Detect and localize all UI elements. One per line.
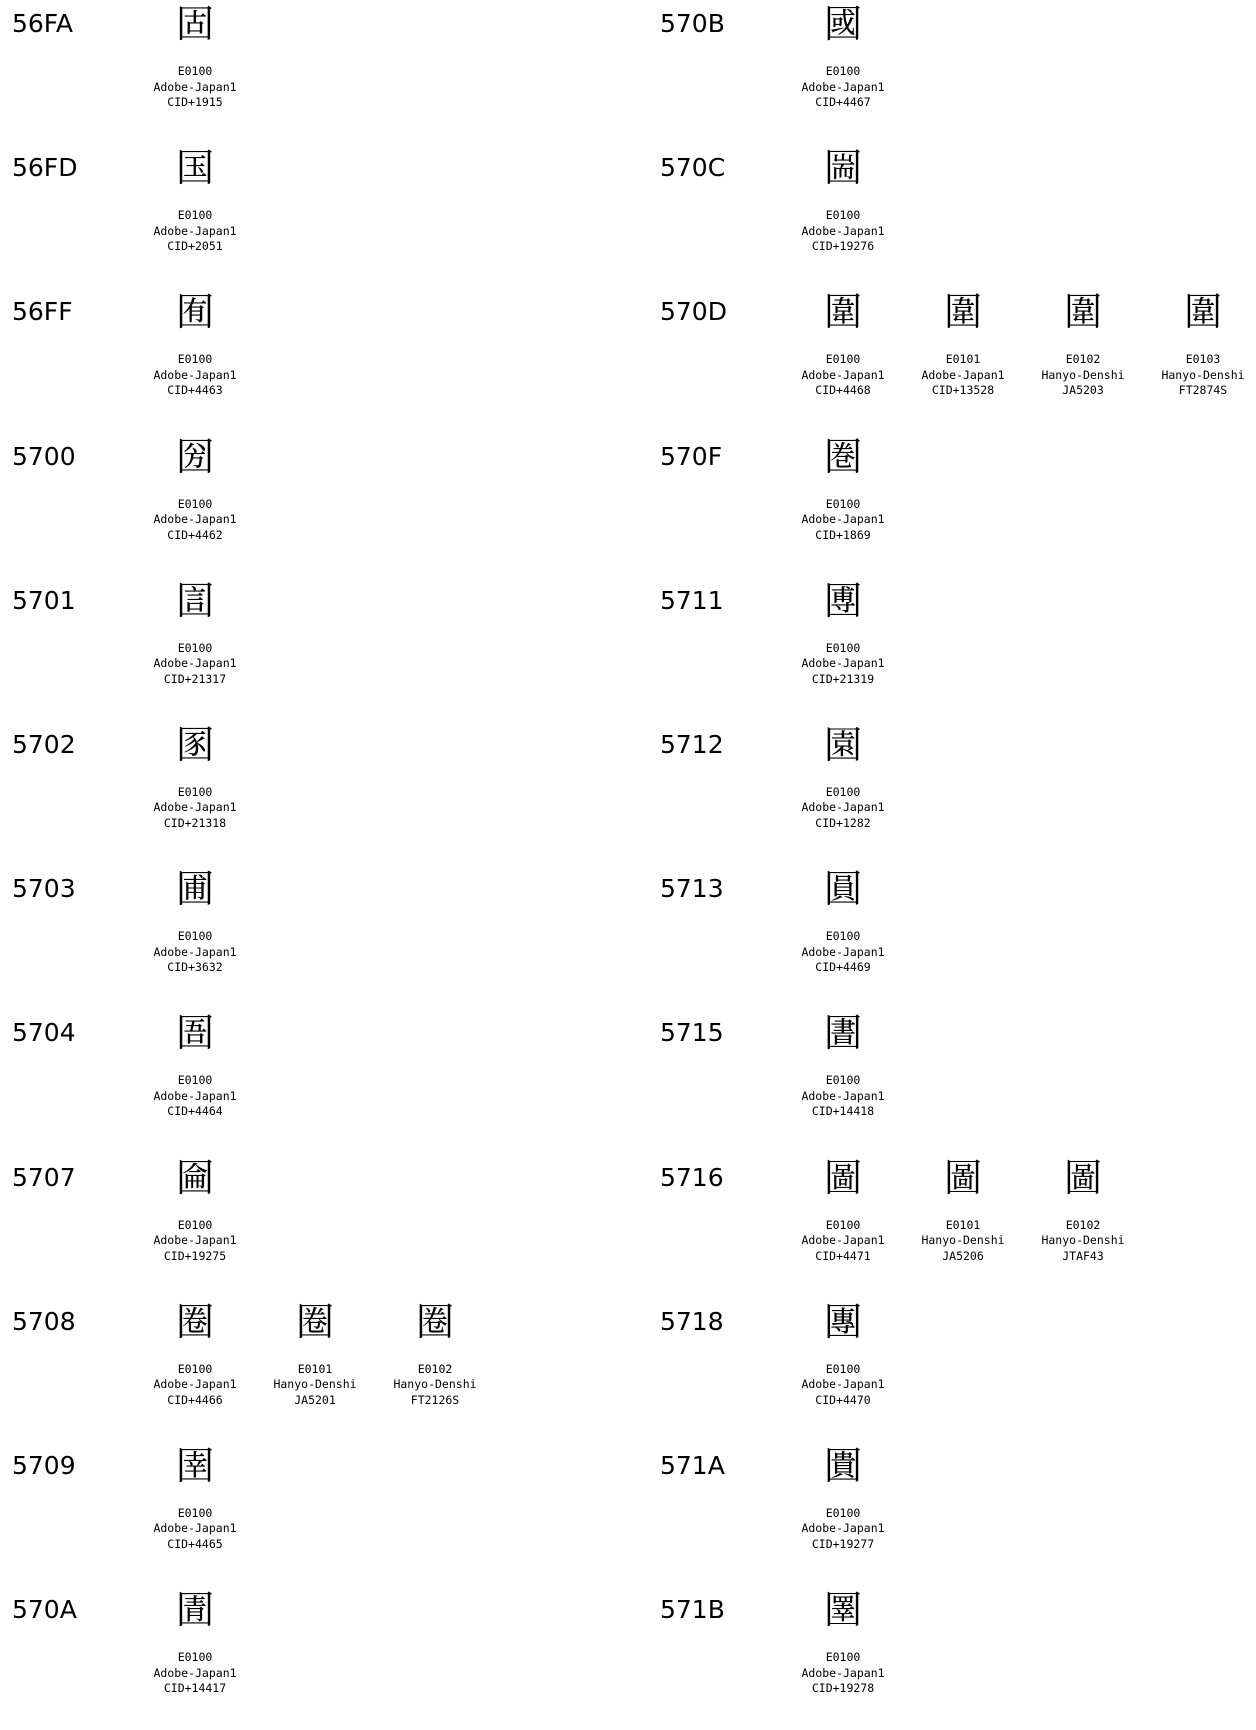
ideograph-glyph: 圈 (175, 1299, 214, 1344)
variant-info (783, 1362, 903, 1409)
variant-info (903, 352, 1023, 399)
codepoint-row (648, 1586, 1256, 1730)
codepoint-row (648, 433, 1256, 577)
glyph-collection: Hanyo-Denshi (1041, 1233, 1125, 1247)
variation-selector: E0101 (945, 352, 981, 367)
variation-selector: E0100 (825, 64, 861, 78)
variant-info (783, 208, 903, 255)
variant-cell (255, 1298, 375, 1409)
codepoint-row (0, 0, 640, 144)
variant-list (783, 288, 1256, 399)
glyph-collection: Adobe-Japan1 (801, 512, 885, 527)
variation-selector: E0100 (177, 1505, 213, 1520)
variant-cell (783, 1442, 903, 1553)
variant-list (783, 1586, 903, 1697)
variant-list (135, 288, 255, 399)
ideograph-glyph: 固 (175, 2, 214, 46)
variant-list (783, 1154, 1143, 1265)
codepoint-label: 5711 (660, 585, 724, 615)
variation-selector: E0100 (825, 1650, 861, 1665)
codepoint-label: 5708 (12, 1306, 76, 1336)
glyph-identifier: JA5206 (942, 1248, 984, 1263)
variant-info (135, 497, 255, 544)
variation-selector: E0100 (177, 208, 213, 223)
codepoint-label: 5715 (660, 1018, 724, 1048)
codepoint-label: 56FD (12, 153, 78, 183)
glyph-collection: Adobe-Japan1 (921, 367, 1005, 382)
glyph-identifier: CID+14418 (811, 1104, 875, 1119)
glyph-identifier: CID+1915 (167, 95, 223, 109)
codepoint-row (648, 144, 1256, 288)
glyph-collection: Hanyo-Denshi (393, 1377, 477, 1392)
glyph-identifier: CID+1282 (815, 815, 871, 830)
variant-list (135, 1009, 255, 1120)
variant-info (783, 929, 903, 976)
glyph-collection: Adobe-Japan1 (153, 944, 237, 959)
codepoint-row (648, 288, 1256, 432)
variant-cell (135, 1442, 255, 1553)
variation-selector: E0100 (825, 1505, 861, 1520)
codepoint-label: 571B (660, 1595, 725, 1625)
glyph-identifier: FT2126S (410, 1392, 460, 1407)
variant-list (135, 721, 255, 832)
glyph-identifier: CID+4469 (815, 960, 871, 975)
variant-list (783, 144, 903, 255)
codepoint-row (648, 1154, 1256, 1298)
glyph-collection: Hanyo-Denshi (1041, 367, 1125, 382)
variant-cell (135, 288, 255, 399)
variant-list (135, 1442, 255, 1553)
right-column (648, 0, 1256, 1730)
variant-info (783, 1506, 903, 1553)
variant-info (135, 1362, 255, 1409)
codepoint-label: 571A (660, 1450, 725, 1480)
glyph-collection: Adobe-Japan1 (153, 512, 237, 527)
variation-selector: E0100 (825, 640, 861, 655)
glyph-identifier: JA5203 (1062, 383, 1104, 398)
glyph-collection: Hanyo-Denshi (921, 1233, 1005, 1247)
variation-selector: E0103 (1185, 352, 1221, 367)
variant-info (135, 64, 255, 111)
variant-cell (783, 1298, 903, 1409)
glyph-identifier: CID+13528 (931, 383, 995, 398)
ideograph-glyph: 圂 (175, 722, 214, 767)
variant-list (135, 1586, 255, 1697)
variation-selector: E0101 (297, 1361, 333, 1376)
glyph-identifier: CID+19275 (163, 1248, 227, 1263)
variant-cell (135, 1009, 255, 1120)
variation-selector: E0102 (1065, 1217, 1101, 1232)
ideograph-glyph: 圍 (943, 290, 982, 335)
variation-selector: E0100 (177, 640, 213, 655)
codepoint-row (0, 288, 640, 432)
glyph-identifier: CID+2051 (167, 239, 223, 254)
glyph-collection: Adobe-Japan1 (801, 1665, 885, 1680)
glyph-identifier: CID+19277 (811, 1536, 875, 1551)
codepoint-row (0, 433, 640, 577)
codepoint-label: 570B (660, 9, 725, 38)
codepoint-row (0, 577, 640, 721)
glyph-collection: Hanyo-Denshi (273, 1377, 357, 1392)
glyph-identifier: CID+19278 (811, 1681, 875, 1696)
codepoint-row (0, 865, 640, 1009)
variation-selector: E0100 (825, 496, 861, 511)
variation-selector: E0100 (177, 64, 213, 78)
variant-list (783, 433, 903, 544)
codepoint-label: 5709 (12, 1450, 76, 1480)
variation-selector: E0100 (177, 1361, 213, 1376)
ideograph-glyph: 國 (823, 2, 862, 46)
ideograph-glyph: 圃 (175, 867, 214, 912)
glyph-collection: Adobe-Japan1 (801, 944, 885, 959)
variant-info (783, 1073, 903, 1120)
glyph-identifier: CID+21317 (163, 671, 227, 686)
variation-selector: E0100 (825, 208, 861, 223)
variant-cell (783, 144, 903, 255)
ideograph-glyph: 圈 (295, 1299, 334, 1344)
variant-cell (903, 1154, 1023, 1265)
ideograph-glyph: 團 (823, 1299, 862, 1344)
variant-cell (135, 721, 255, 832)
ideograph-glyph: 圍 (1183, 290, 1222, 335)
ideograph-glyph: 圍 (1063, 290, 1102, 335)
variation-selector: E0100 (177, 1650, 213, 1665)
variant-info (1023, 352, 1143, 399)
glyph-collection: Adobe-Japan1 (153, 1233, 237, 1247)
variant-list (783, 721, 903, 832)
codepoint-label: 570F (660, 441, 723, 471)
glyph-collection: Adobe-Japan1 (801, 800, 885, 815)
ideograph-glyph: 圍 (823, 290, 862, 335)
ideograph-glyph: 国 (175, 146, 214, 191)
glyph-collection: Adobe-Japan1 (801, 1088, 885, 1103)
variant-list (135, 1298, 495, 1409)
variant-list (135, 433, 255, 544)
variation-selector: E0100 (177, 352, 213, 367)
ideograph-glyph: 圉 (175, 1443, 214, 1488)
codepoint-label: 5701 (12, 585, 76, 615)
variant-info (255, 1362, 375, 1409)
variant-list (135, 577, 255, 688)
glyph-collection: Adobe-Japan1 (801, 656, 885, 671)
variant-cell (135, 144, 255, 255)
codepoint-label: 5718 (660, 1306, 724, 1336)
variant-cell (1023, 288, 1143, 399)
codepoint-label: 56FF (12, 297, 73, 327)
variant-list (135, 865, 255, 976)
codepoint-row (0, 1009, 640, 1153)
codepoint-row (648, 865, 1256, 1009)
ideograph-glyph: 圁 (175, 578, 214, 623)
variant-list (783, 1009, 903, 1120)
variant-list (783, 577, 903, 688)
glyph-collection: Adobe-Japan1 (801, 1377, 885, 1392)
glyph-identifier: CID+21318 (163, 815, 227, 830)
variation-selector: E0100 (177, 784, 213, 799)
variant-info (135, 1650, 255, 1697)
variant-info (375, 1362, 495, 1409)
glyph-identifier: CID+4463 (167, 383, 223, 398)
variant-cell (1023, 1154, 1143, 1265)
variation-selector: E0100 (177, 1073, 213, 1088)
variant-info (783, 497, 903, 544)
variation-selector: E0100 (825, 784, 861, 799)
variant-list (783, 1442, 903, 1553)
variation-selector: E0101 (945, 1217, 981, 1232)
glyph-identifier: CID+4464 (167, 1104, 223, 1119)
glyph-collection: Adobe-Japan1 (153, 79, 237, 94)
variant-info (783, 641, 903, 688)
variant-info (903, 1218, 1023, 1265)
glyph-collection: Hanyo-Denshi (1161, 367, 1245, 382)
variant-info (783, 1650, 903, 1697)
variation-selector: E0100 (825, 1217, 861, 1232)
variant-cell (783, 433, 903, 544)
variant-list (135, 0, 255, 111)
codepoint-label: 5703 (12, 874, 76, 904)
glyph-collection: Adobe-Japan1 (153, 223, 237, 238)
codepoint-label: 5712 (660, 729, 724, 759)
glyph-collection: Adobe-Japan1 (801, 1521, 885, 1536)
variant-cell (783, 288, 903, 399)
codepoint-row (648, 1009, 1256, 1153)
glyph-identifier: CID+4465 (167, 1536, 223, 1551)
codepoint-label: 56FA (12, 9, 73, 38)
ideograph-glyph: 圕 (823, 1011, 862, 1056)
variation-selector: E0100 (825, 1073, 861, 1088)
variant-info (1023, 1218, 1143, 1265)
variant-cell (135, 1586, 255, 1697)
codepoint-label: 5700 (12, 441, 76, 471)
glyph-collection: Adobe-Japan1 (801, 1233, 885, 1247)
variant-info (1143, 352, 1256, 399)
variant-info (783, 785, 903, 832)
codepoint-row (648, 577, 1256, 721)
variation-selector: E0100 (825, 352, 861, 367)
variation-selector: E0100 (177, 929, 213, 944)
variation-selector: E0102 (1065, 352, 1101, 367)
variant-info (135, 1073, 255, 1120)
codepoint-row (0, 144, 640, 288)
glyph-identifier: CID+4466 (167, 1392, 223, 1407)
variant-info (135, 1506, 255, 1553)
ideograph-glyph: 圏 (823, 434, 862, 479)
variant-cell (783, 577, 903, 688)
codepoint-row (648, 721, 1256, 865)
glyph-identifier: CID+4467 (815, 95, 871, 109)
variant-info (135, 1218, 255, 1265)
glyph-identifier: CID+4471 (815, 1248, 871, 1263)
glyph-collection: Adobe-Japan1 (153, 800, 237, 815)
glyph-identifier: CID+4470 (815, 1392, 871, 1407)
glyph-collection: Adobe-Japan1 (153, 1665, 237, 1680)
variant-info (135, 352, 255, 399)
variant-cell (783, 721, 903, 832)
variant-info (783, 64, 903, 111)
glyph-collection: Adobe-Japan1 (153, 656, 237, 671)
glyph-identifier: FT2874S (1178, 383, 1228, 398)
ideograph-glyph: 囿 (175, 290, 214, 335)
codepoint-row (0, 1154, 640, 1298)
glyph-identifier: CID+21319 (811, 671, 875, 686)
codepoint-row (0, 721, 640, 865)
glyph-collection: Adobe-Japan1 (153, 1521, 237, 1536)
variant-info (135, 929, 255, 976)
variant-list (783, 0, 903, 111)
glyph-collection: Adobe-Japan1 (801, 223, 885, 238)
variant-info (783, 352, 903, 399)
ideograph-glyph: 圖 (1063, 1155, 1102, 1200)
codepoint-row (648, 1298, 1256, 1442)
variant-list (783, 1298, 903, 1409)
variant-cell (783, 0, 903, 111)
variant-info (783, 1218, 903, 1265)
glyph-identifier: CID+3632 (167, 960, 223, 975)
codepoint-label: 570C (660, 153, 726, 183)
ideograph-glyph: 圑 (823, 578, 862, 623)
variant-cell (783, 1009, 903, 1120)
glyph-collection: Adobe-Japan1 (801, 367, 885, 382)
glyph-identifier: JTAF43 (1062, 1248, 1104, 1263)
codepoint-label: 570A (12, 1595, 77, 1625)
ideograph-glyph: 圊 (175, 1588, 214, 1633)
ideograph-glyph: 圌 (823, 146, 862, 191)
variant-cell (1143, 288, 1256, 399)
codepoint-row (648, 1442, 1256, 1586)
codepoint-row (0, 1442, 640, 1586)
variant-cell (135, 433, 255, 544)
ideograph-glyph: 圇 (175, 1155, 214, 1200)
variant-cell (135, 1298, 255, 1409)
codepoint-label: 570D (660, 297, 727, 327)
ideograph-glyph: 園 (823, 722, 862, 767)
ideograph-glyph: 圈 (415, 1299, 454, 1344)
variant-info (135, 208, 255, 255)
variant-cell (135, 577, 255, 688)
glyph-collection: Adobe-Japan1 (153, 367, 237, 382)
glyph-collection: Adobe-Japan1 (801, 79, 885, 94)
variant-cell (783, 1586, 903, 1697)
glyph-identifier: CID+4462 (167, 527, 223, 542)
variant-cell (135, 865, 255, 976)
ideograph-glyph: 圚 (823, 1443, 862, 1488)
codepoint-row (648, 0, 1256, 144)
codepoint-label: 5713 (660, 874, 724, 904)
variation-selector: E0100 (825, 929, 861, 944)
ideograph-glyph: 圛 (823, 1588, 862, 1633)
variant-cell (375, 1298, 495, 1409)
variant-cell (135, 0, 255, 111)
variant-cell (783, 1154, 903, 1265)
variant-list (135, 1154, 255, 1265)
glyph-collection: Adobe-Japan1 (153, 1377, 237, 1392)
variant-info (135, 785, 255, 832)
ideograph-glyph: 圀 (175, 434, 214, 479)
ideograph-glyph: 圄 (175, 1011, 214, 1056)
variant-cell (903, 288, 1023, 399)
variation-selector: E0100 (177, 1217, 213, 1232)
variation-selector: E0100 (825, 1361, 861, 1376)
codepoint-label: 5702 (12, 729, 76, 759)
variant-list (135, 144, 255, 255)
codepoint-label: 5704 (12, 1018, 76, 1048)
ideograph-glyph: 圓 (823, 867, 862, 912)
ideograph-glyph: 圖 (943, 1155, 982, 1200)
variant-info (135, 641, 255, 688)
glyph-identifier: CID+19276 (811, 239, 875, 254)
variant-cell (783, 865, 903, 976)
codepoint-row (0, 1298, 640, 1442)
glyph-identifier: JA5201 (294, 1392, 336, 1407)
variant-cell (135, 1154, 255, 1265)
glyph-identifier: CID+4468 (815, 383, 871, 398)
glyph-identifier: CID+1869 (815, 527, 871, 542)
variation-selector: E0102 (417, 1361, 453, 1376)
codepoint-label: 5707 (12, 1162, 76, 1192)
glyph-identifier: CID+14417 (163, 1681, 227, 1696)
codepoint-label: 5716 (660, 1162, 724, 1192)
codepoint-row (0, 1586, 640, 1730)
variant-list (783, 865, 903, 976)
ideograph-glyph: 圖 (823, 1155, 862, 1200)
variation-selector: E0100 (177, 496, 213, 511)
glyph-collection: Adobe-Japan1 (153, 1088, 237, 1103)
